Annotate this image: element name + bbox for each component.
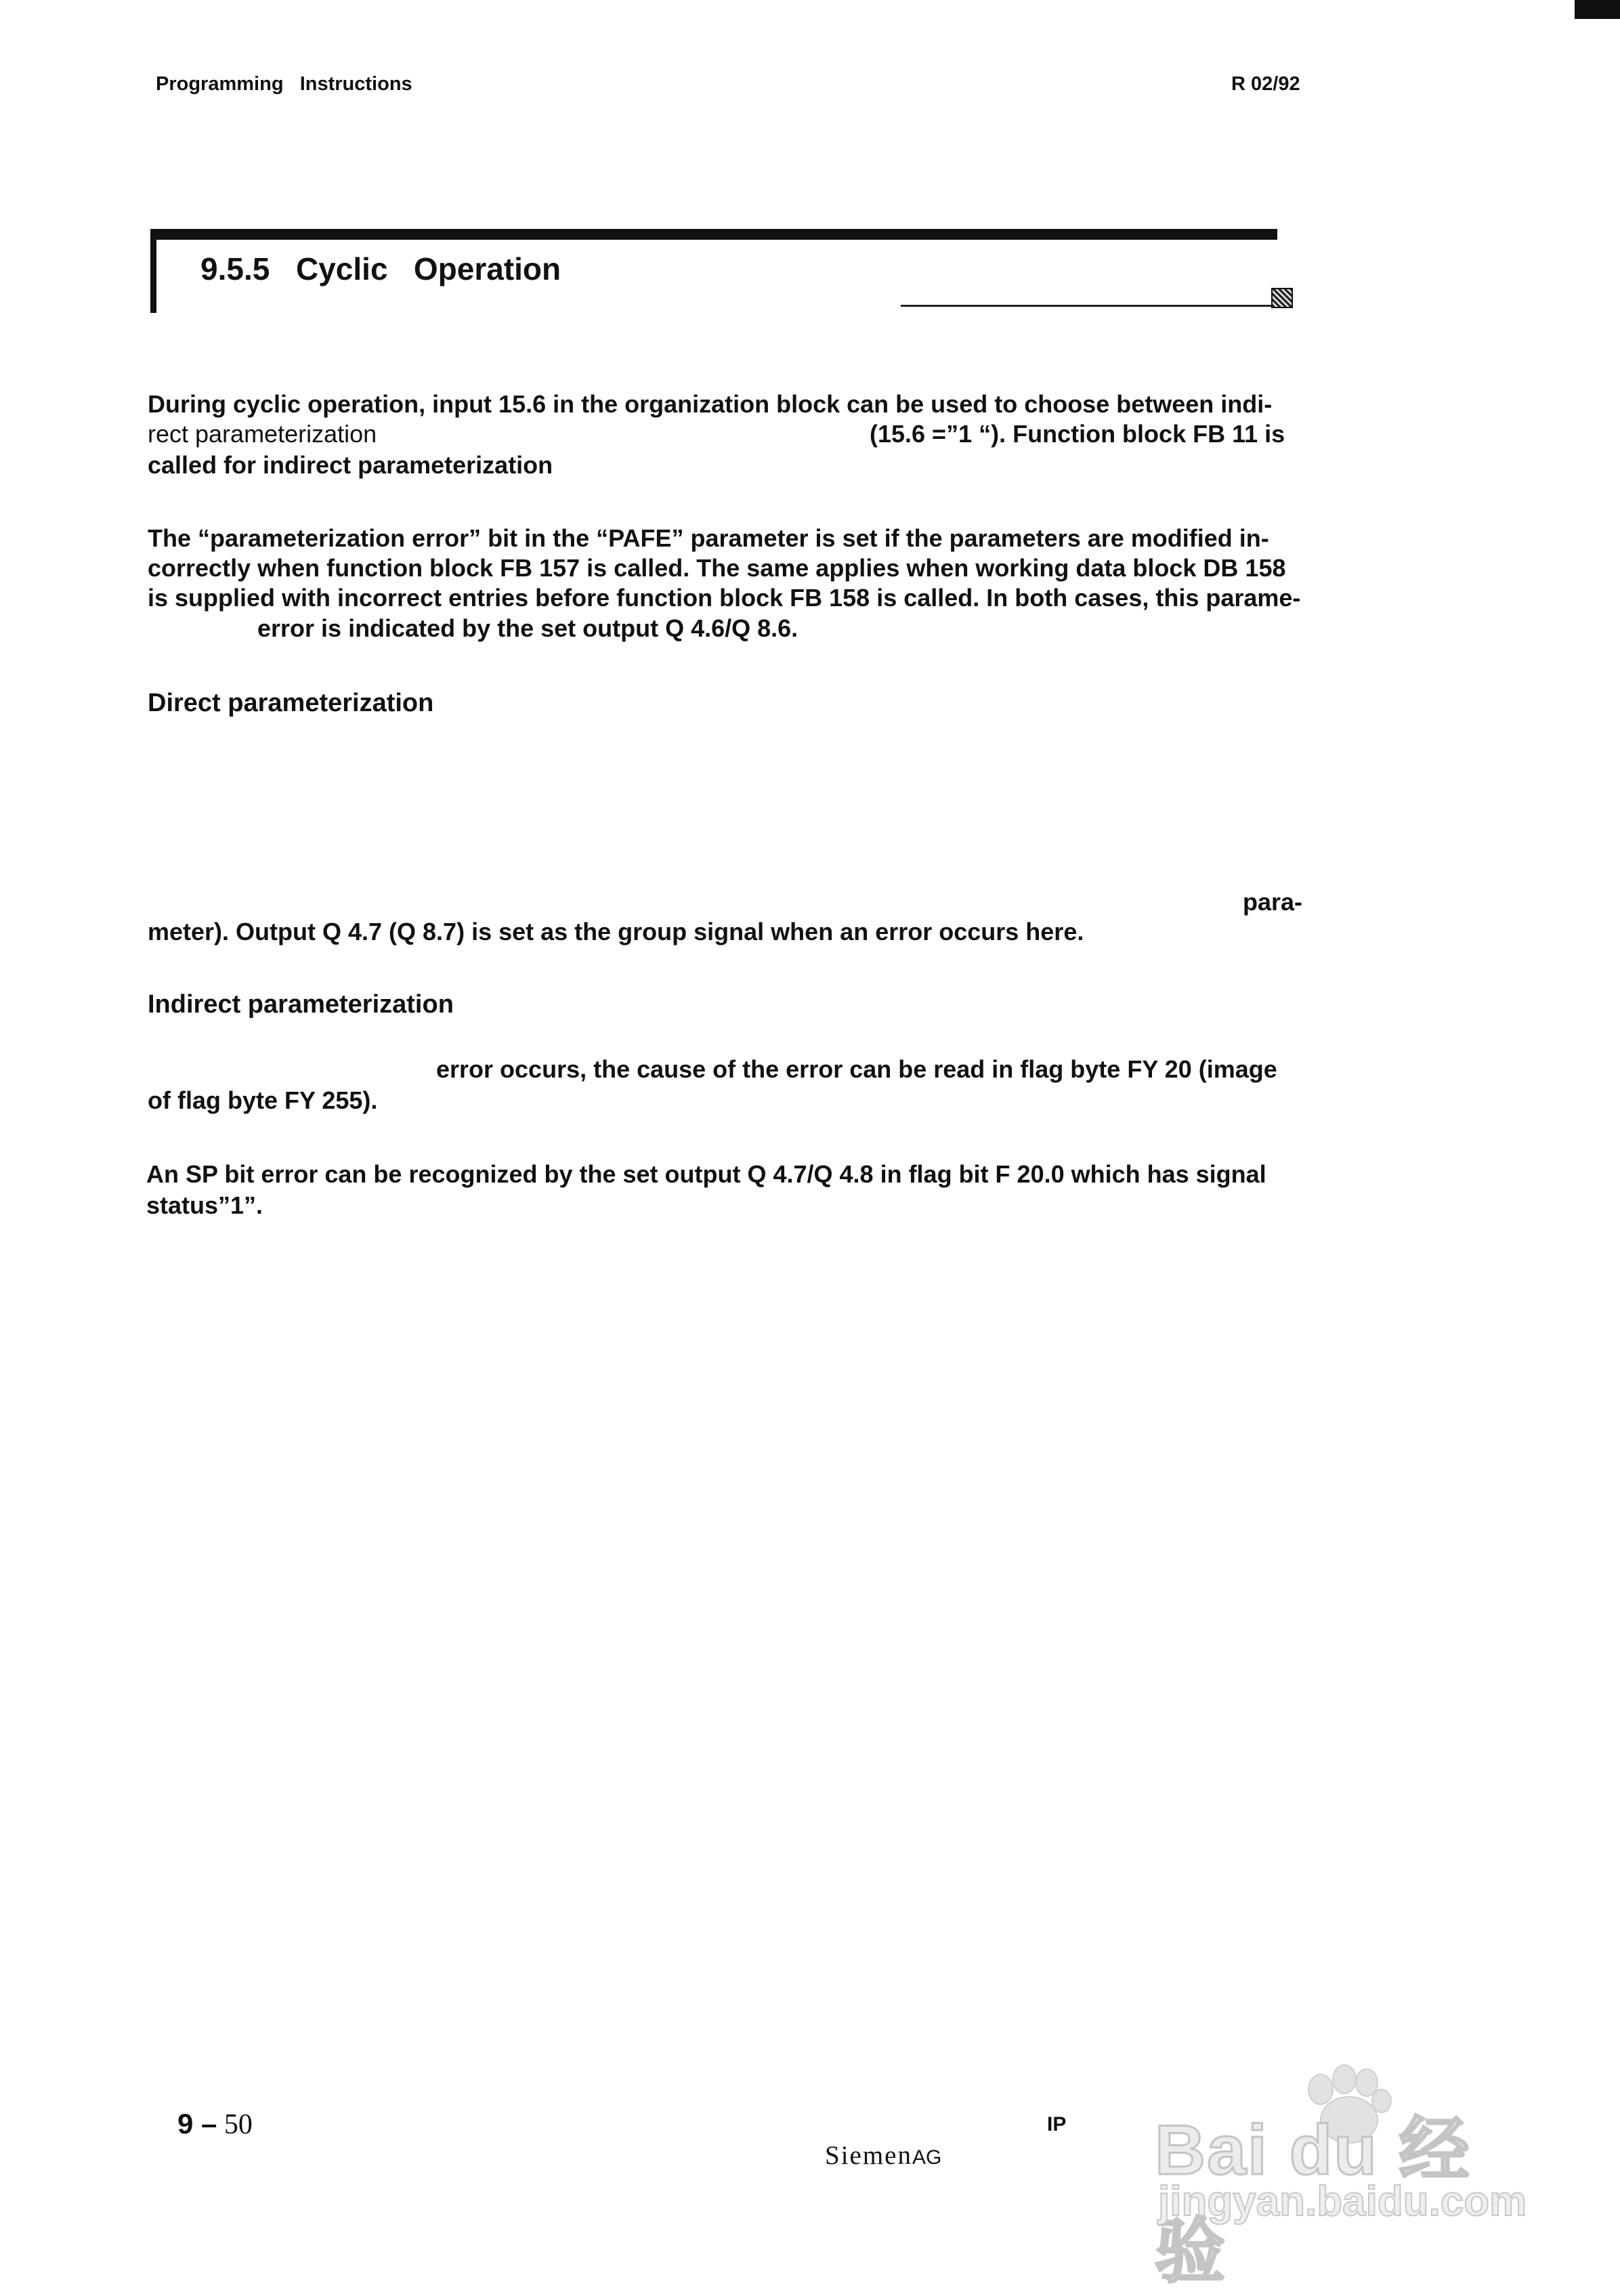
paragraph-2-line-1: The “parameterization error” bit in the “PAFE” parameter is set if the parameters are modified in-	[148, 524, 1269, 552]
paragraph-4-line-2: of flag byte FY 255).	[148, 1086, 378, 1114]
paragraph-3-line-1: para-	[1243, 888, 1303, 916]
footer-ag-text: AG	[912, 2146, 942, 2169]
footer-siemens-text: Siemen	[825, 2141, 912, 2170]
corner-mark	[1575, 0, 1620, 19]
hatched-marker	[1271, 288, 1293, 308]
footer-ip: IP	[1047, 2113, 1067, 2135]
paragraph-1-line-2b: (15.6 =”1 “). Function block FB 11 is	[870, 420, 1285, 448]
paragraph-2-line-3: is supplied with incorrect entries before function block FB 158 is called. In both cases, this parame-	[148, 584, 1301, 612]
heading-rule	[901, 305, 1275, 307]
watermark-brand: Bai du 经验	[1155, 2111, 1471, 2291]
paragraph-1-line-1: During cyclic operation, input 15.6 in the organization block can be used to choose between indi-	[148, 390, 1273, 418]
footer-publisher	[825, 2140, 941, 2171]
page-number-prefix: 9 –	[177, 2108, 217, 2140]
paragraph-4-line-1: error occurs, the cause of the error can be read in flag byte FY 20 (image	[436, 1055, 1277, 1083]
running-header-title: Programming Instructions	[156, 73, 412, 95]
paragraph-3-line-2: meter). Output Q 4.7 (Q 8.7) is set as the group signal when an error occurs here.	[148, 918, 1084, 945]
paragraph-5-line-2: status”1”.	[146, 1191, 263, 1219]
baidu-watermark	[1151, 2052, 1531, 2291]
paragraph-5-line-1: An SP bit error can be recognized by the set output Q 4.7/Q 4.8 in flag bit F 20.0 which has signal	[146, 1160, 1266, 1188]
watermark-url: jingyan.baidu.com	[1158, 2178, 1527, 2225]
page-number	[177, 2108, 253, 2141]
paragraph-2-line-4: error is indicated by the set output Q 4.6/Q 8.6.	[257, 614, 798, 642]
subheading-direct: Direct parameterization	[148, 689, 434, 717]
paragraph-2-line-2: correctly when function block FB 157 is called. The same applies when working data block DB 158	[148, 554, 1286, 582]
section-number: 9.5.5	[200, 251, 270, 286]
section-title: Cyclic Operation	[296, 251, 561, 286]
subheading-indirect: Indirect parameterization	[148, 990, 454, 1019]
paragraph-1-line-2a: rect parameterization	[148, 420, 377, 448]
running-header-revision: R 02/92	[1231, 73, 1300, 95]
page-number-value: 50	[223, 2109, 253, 2140]
paragraph-1-line-3: called for indirect parameterization	[148, 451, 553, 479]
